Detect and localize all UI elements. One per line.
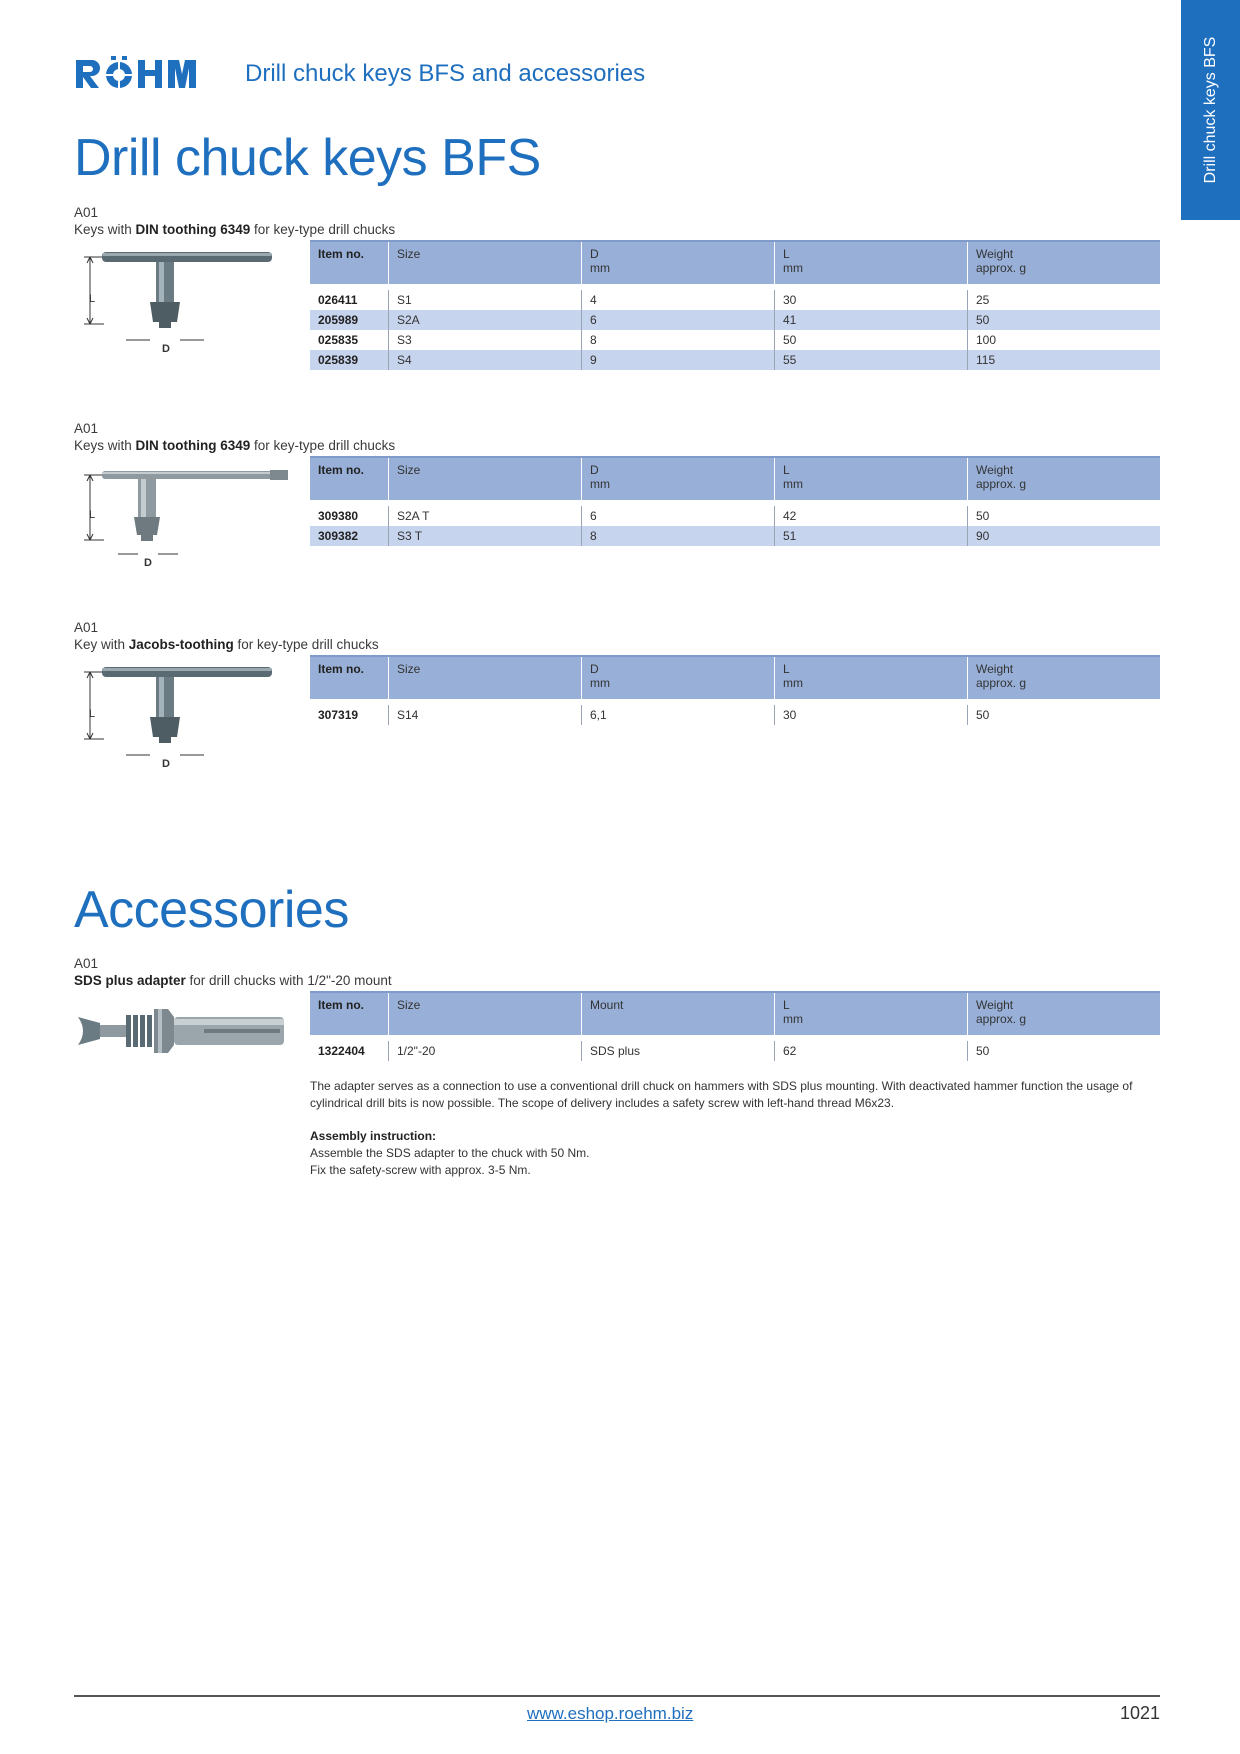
product-block-1 (74, 204, 1160, 374)
spec-table (310, 655, 1160, 725)
figure-label: D (144, 557, 152, 569)
table-header-row (310, 457, 1160, 500)
col-header: Weight approx. g (968, 457, 1161, 500)
table-row: 025839 S4 9 55 115 (310, 350, 1160, 370)
col-header: Weight approx. g (968, 241, 1161, 284)
product-block-3 (74, 619, 1160, 779)
col-header: Size (389, 656, 582, 699)
col-header: Size (389, 241, 582, 284)
section-title-accessories: Accessories (74, 881, 349, 939)
block-description: SDS plus adapter for drill chucks with 1/2"-20 mount (74, 973, 392, 988)
col-header: Size (389, 457, 582, 500)
block-description: Keys with DIN toothing 6349 for key-type drill chucks (74, 222, 396, 237)
col-header: L mm (775, 457, 968, 500)
table-row: 025835 S3 8 50 100 (310, 330, 1160, 350)
col-header: L mm (775, 992, 968, 1035)
table-header-row (310, 241, 1160, 284)
product-block-4 (74, 955, 1160, 1065)
block-description: Keys with DIN toothing 6349 for key-type drill chucks (74, 438, 396, 453)
col-header: Item no. (310, 241, 389, 284)
notes-paragraph: The adapter serves as a connection to use a conventional drill chuck on hammers with SDS plus mounting. With deactivated hammer function the usage of cylindrical drill bits is now possible. The scope of delivery includes a safety screw with left-hand thread M6x23. (310, 1079, 1133, 1110)
figure-label: D (162, 343, 170, 354)
table-row: 309380 S2A T 6 42 50 (310, 506, 1160, 526)
col-header: D mm (582, 241, 775, 284)
page-number: 1021 (1119, 1703, 1160, 1723)
figure-label: D (162, 758, 170, 769)
col-header: D mm (582, 457, 775, 500)
block-code: A01 (74, 205, 99, 220)
side-tab-label: Drill chuck keys BFS (1202, 36, 1219, 184)
section-title-keys: Drill chuck keys BFS (74, 129, 541, 187)
chuck-key-drawing (74, 460, 294, 570)
col-header: Item no. (310, 457, 389, 500)
table-header-row (310, 992, 1160, 1035)
table-row: 026411 S1 4 30 25 (310, 290, 1160, 310)
footer-divider (74, 1695, 1160, 1697)
col-header: Weight approx. g (968, 992, 1161, 1035)
eshop-link[interactable]: www.eshop.roehm.biz (527, 1704, 694, 1723)
spec-table (310, 991, 1160, 1061)
header-subtitle: Drill chuck keys BFS and accessories (245, 60, 646, 87)
block-code: A01 (74, 421, 99, 436)
figure-side-label: L (89, 708, 96, 720)
col-header: Item no. (310, 656, 389, 699)
chuck-key-drawing (74, 244, 294, 354)
block-code: A01 (74, 620, 99, 635)
block-code: A01 (74, 956, 99, 971)
figure-side-label: L (89, 293, 96, 305)
side-tab (1181, 0, 1240, 220)
col-header: L mm (775, 656, 968, 699)
spec-table (310, 456, 1160, 546)
spec-table (310, 240, 1160, 370)
table-row: 309382 S3 T 8 51 90 (310, 526, 1160, 546)
table-row: 1322404 1/2"-20 SDS plus 62 50 (310, 1041, 1160, 1061)
col-header: Mount (582, 992, 775, 1035)
assembly-line: Assemble the SDS adapter to the chuck with 50 Nm. (310, 1146, 590, 1160)
col-header: L mm (775, 241, 968, 284)
product-block-2 (74, 420, 1160, 580)
col-header: Item no. (310, 992, 389, 1035)
col-header: Weight approx. g (968, 656, 1161, 699)
sds-adapter-drawing (74, 1003, 294, 1073)
figure-side-label: L (89, 509, 96, 521)
block-description: Key with Jacobs-toothing for key-type drill chucks (74, 637, 379, 652)
table-row: 205989 S2A 6 41 50 (310, 310, 1160, 330)
table-row: 307319 S14 6,1 30 50 (310, 705, 1160, 725)
col-header: Size (389, 992, 582, 1035)
col-header: D mm (582, 656, 775, 699)
assembly-line: Fix the safety-screw with approx. 3-5 Nm. (310, 1163, 531, 1177)
assembly-label: Assembly instruction: (310, 1129, 437, 1143)
table-header-row (310, 656, 1160, 699)
product-notes (310, 1078, 1160, 1179)
roehm-logo (74, 56, 210, 92)
chuck-key-drawing (74, 659, 294, 769)
